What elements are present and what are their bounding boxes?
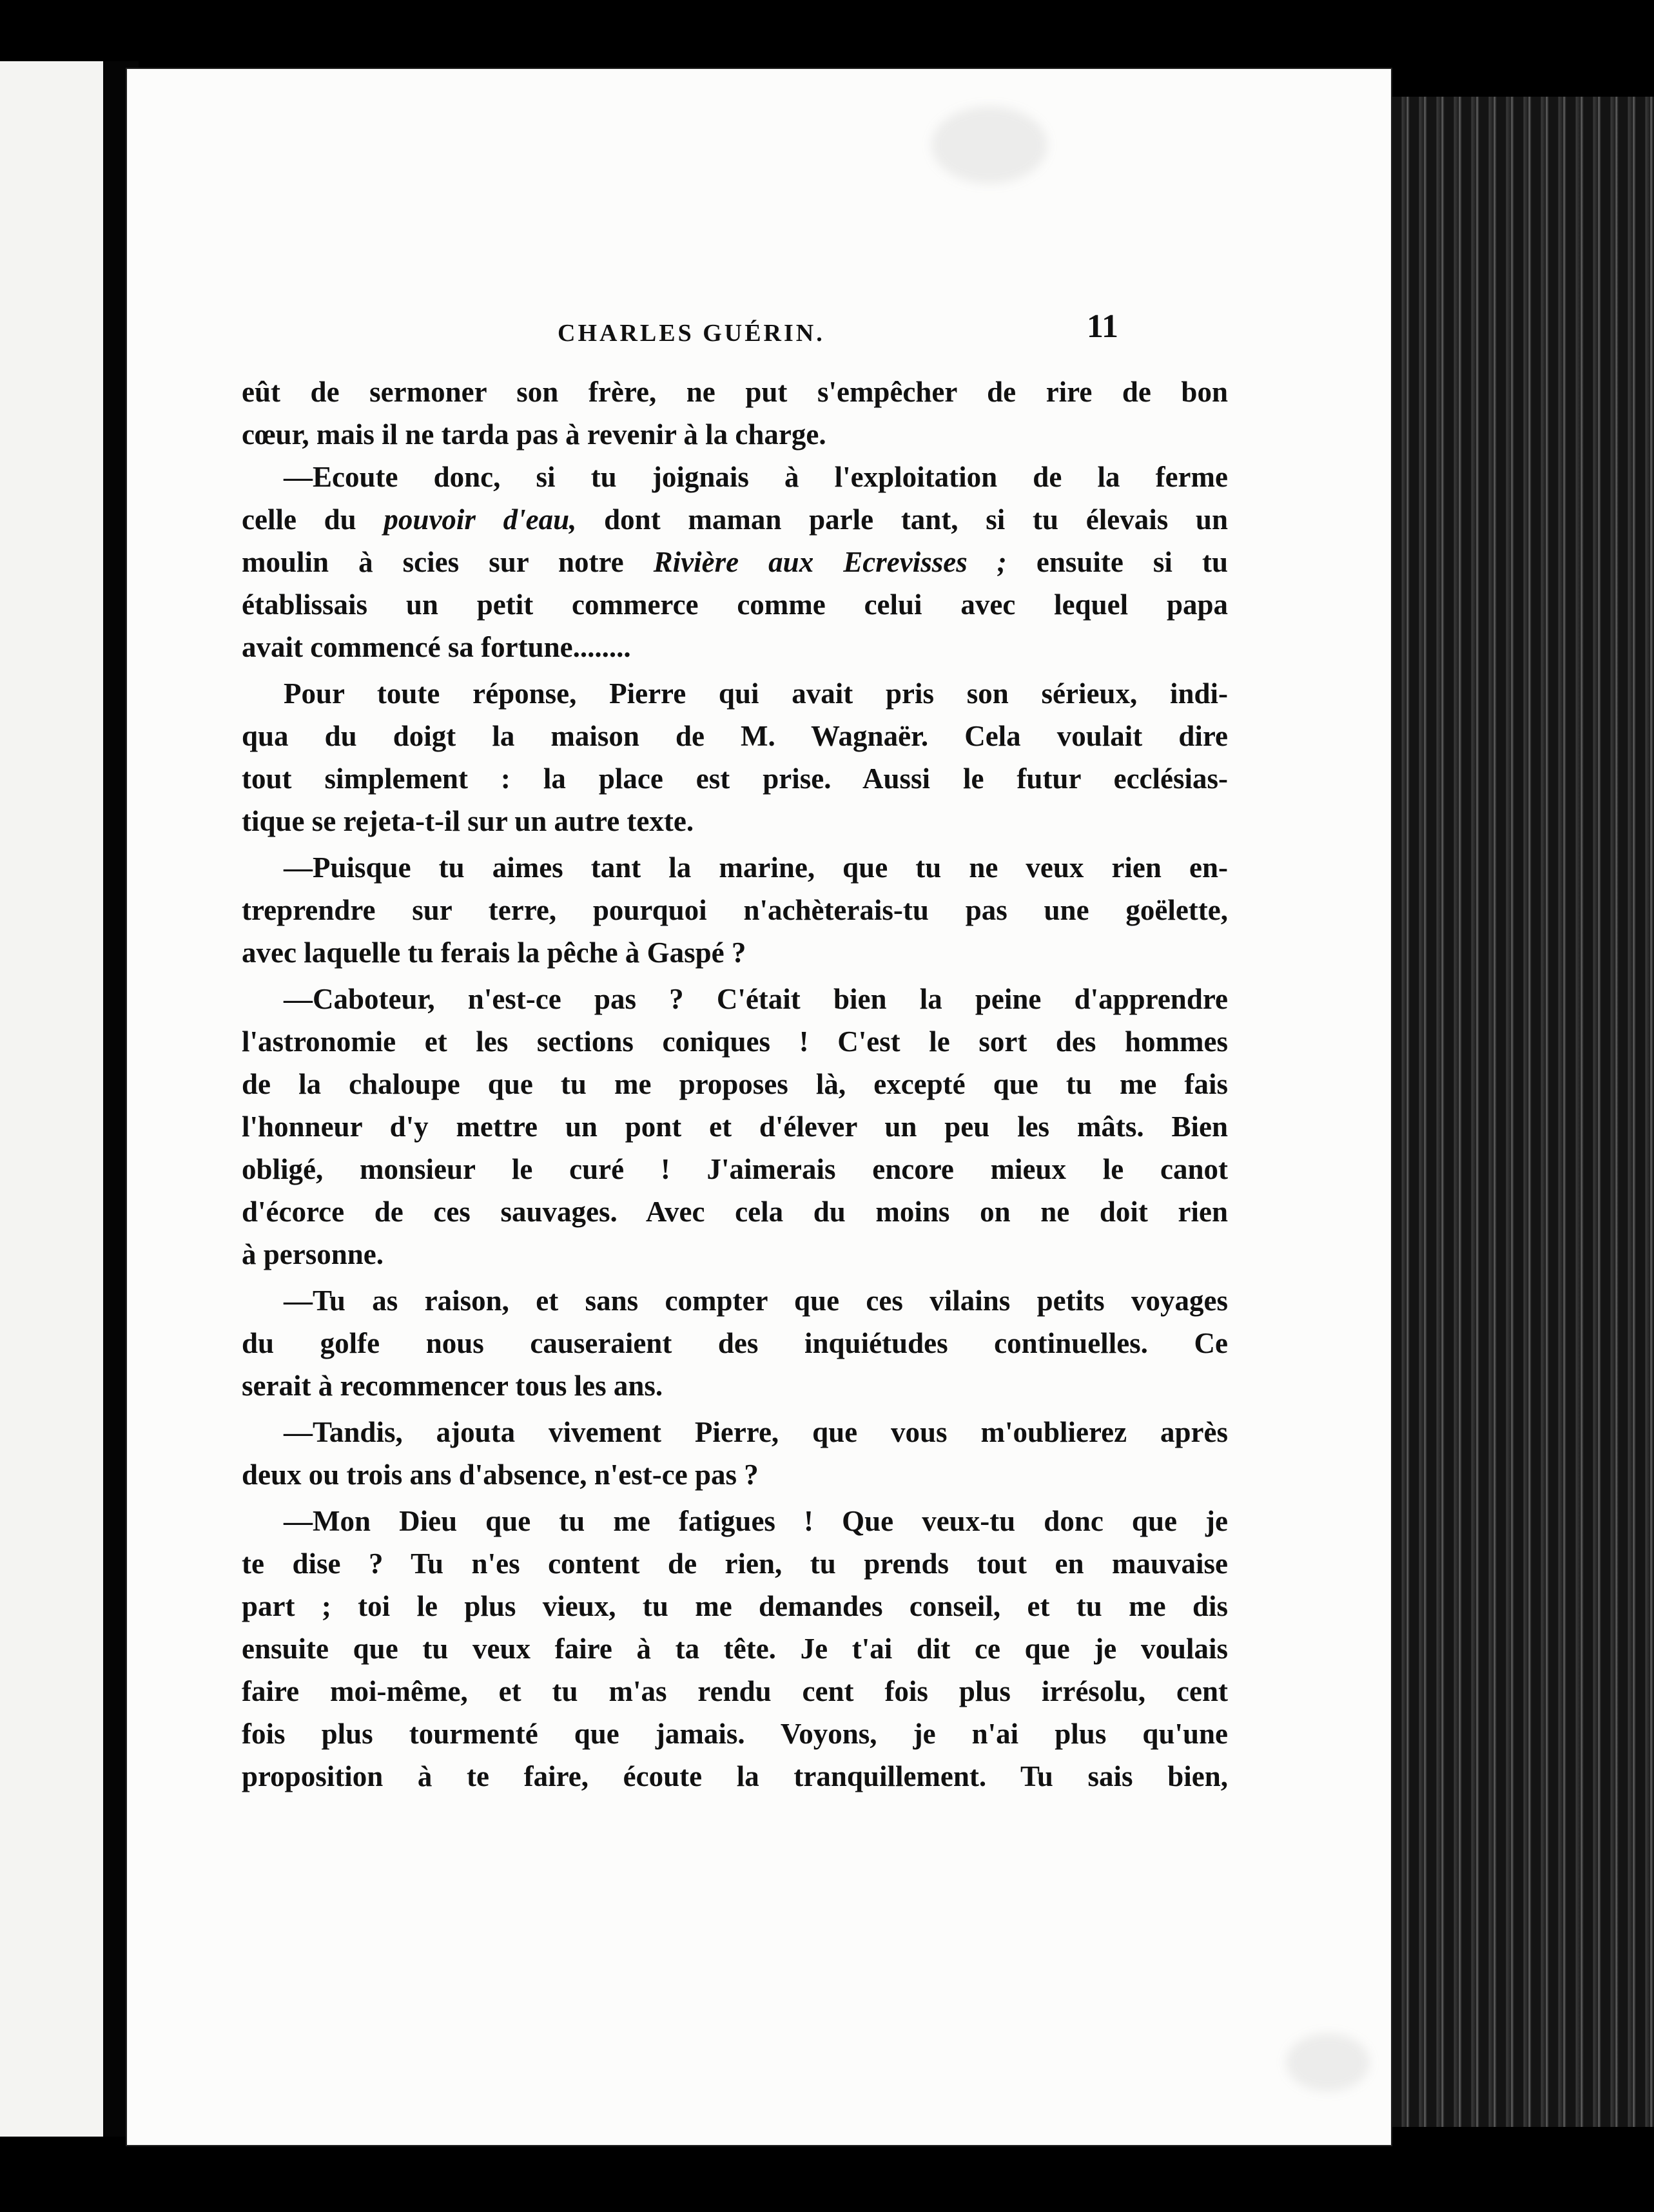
book-page-edges bbox=[1392, 97, 1654, 2127]
text-line bbox=[242, 541, 1228, 583]
text-line: eût de sermoner son frère, ne put s'empêcher de rire de bon bbox=[242, 376, 1228, 408]
italic-phrase: pouvoir d'eau, bbox=[384, 503, 577, 536]
page-number: 11 bbox=[1086, 308, 1118, 345]
text-line: à personne. bbox=[242, 1238, 384, 1270]
text-line: proposition à te faire, écoute la tranquillement. Tu sais bien, bbox=[242, 1760, 1228, 1792]
line-part: celle du bbox=[242, 503, 384, 536]
text-line: —Mon Dieu que tu me fatigues ! Que veux-tu donc que je bbox=[284, 1505, 1228, 1537]
paper-stain bbox=[1286, 2033, 1370, 2091]
paper-stain bbox=[931, 106, 1047, 184]
text-line: l'astronomie et les sections coniques ! C'est le sort des hommes bbox=[242, 1025, 1228, 1058]
text-line: —Tu as raison, et sans compter que ces vilains petits voyages bbox=[284, 1285, 1228, 1317]
italic-phrase: Rivière aux Ecrevisses ; bbox=[653, 546, 1007, 578]
text-line: part ; toi le plus vieux, tu me demandes conseil, et tu me dis bbox=[242, 1590, 1228, 1622]
text-line: serait à recommencer tous les ans. bbox=[242, 1370, 663, 1402]
body-text bbox=[242, 371, 1228, 1917]
running-title: CHARLES GUÉRIN. bbox=[558, 320, 825, 347]
line-part: moulin à scies sur notre bbox=[242, 546, 654, 578]
text-line: du golfe nous causeraient des inquiétudes continuelles. Ce bbox=[242, 1327, 1228, 1359]
text-line: te dise ? Tu n'es content de rien, tu prends tout en mauvaise bbox=[242, 1547, 1228, 1580]
text-line: tout simplement : la place est prise. Aussi le futur ecclésias- bbox=[242, 762, 1228, 795]
text-line: l'honneur d'y mettre un pont et d'élever un peu les mâts. Bien bbox=[242, 1111, 1228, 1143]
text-line: —Puisque tu aimes tant la marine, que tu ne veux rien en- bbox=[284, 851, 1228, 884]
text-line: —Ecoute donc, si tu joignais à l'exploitation de la ferme bbox=[284, 461, 1228, 493]
text-line: —Tandis, ajouta vivement Pierre, que vous m'oublierez après bbox=[284, 1416, 1228, 1448]
left-page-edge-strip bbox=[0, 61, 103, 2137]
text-line: d'écorce de ces sauvages. Avec cela du moins on ne doit rien bbox=[242, 1196, 1228, 1228]
line-part: ensuite si tu bbox=[1006, 546, 1228, 578]
text-line bbox=[242, 498, 1228, 541]
text-line: de la chaloupe que tu me proposes là, excepté que tu me fais bbox=[242, 1068, 1228, 1100]
text-line: avec laquelle tu ferais la pêche à Gaspé ? bbox=[242, 936, 746, 969]
text-line: obligé, monsieur le curé ! J'aimerais encore mieux le canot bbox=[242, 1153, 1228, 1185]
text-line: qua du doigt la maison de M. Wagnaër. Cela voulait dire bbox=[242, 720, 1228, 752]
text-line: cœur, mais il ne tarda pas à revenir à la charge. bbox=[242, 418, 826, 451]
line-part: dont maman parle tant, si tu élevais un bbox=[576, 503, 1228, 536]
text-line: établissais un petit commerce comme celui avec lequel papa bbox=[242, 588, 1228, 621]
text-line: tique se rejeta-t-il sur un autre texte. bbox=[242, 805, 694, 837]
text-line: faire moi-même, et tu m'as rendu cent fois plus irrésolu, cent bbox=[242, 1675, 1228, 1707]
text-line: avait commencé sa fortune........ bbox=[242, 631, 631, 663]
text-line: treprendre sur terre, pourquoi n'achèterais-tu pas une goëlette, bbox=[242, 894, 1228, 926]
text-line: deux ou trois ans d'absence, n'est-ce pas ? bbox=[242, 1459, 759, 1491]
page-header bbox=[126, 307, 1392, 359]
text-line: Pour toute réponse, Pierre qui avait pris son sérieux, indi- bbox=[284, 677, 1228, 710]
text-line: ensuite que tu veux faire à ta tête. Je t'ai dit ce que je voulais bbox=[242, 1633, 1228, 1665]
text-line: fois plus tourmenté que jamais. Voyons, je n'ai plus qu'une bbox=[242, 1718, 1228, 1750]
text-line: —Caboteur, n'est-ce pas ? C'était bien la peine d'apprendre bbox=[284, 983, 1228, 1015]
book-page bbox=[126, 68, 1392, 2146]
